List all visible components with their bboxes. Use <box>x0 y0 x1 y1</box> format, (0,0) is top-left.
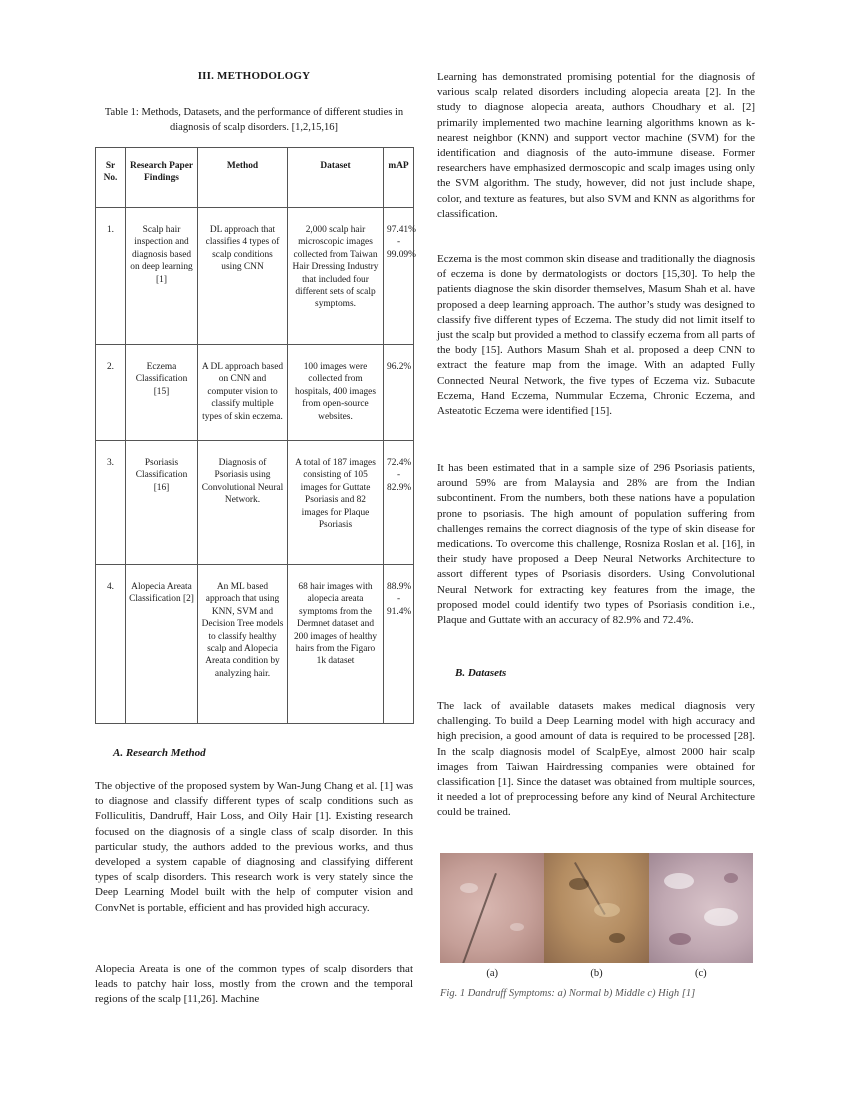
cell-map <box>384 208 414 345</box>
table-row <box>96 208 414 345</box>
cell-finding: Psoriasis Classification [16] <box>126 441 198 565</box>
methods-table <box>95 147 414 724</box>
cell-method: An ML based approach that using KNN, SVM and Decision Tree models to classify healthy scalp and Alopecia Areata condition by analyzing hair. <box>198 565 288 724</box>
dandruff-figure <box>440 853 753 963</box>
right-paragraph-4: The lack of available datasets makes medical diagnosis very challenging. To build a Deep Learning model with high accuracy and high precision, a good amount of data is required to be processed [28]. In the scalp diagnosis model of ScalpEye, almost 2000 hair scalp images from Taiwan Hairdressing companies were obtained for classification [1]. Since the dataset was obtained from multiple sources, it needed a lot of preprocessing before any kind of Neural Architecture could be trained. <box>437 700 755 819</box>
figure-label-b: (b) <box>590 968 603 979</box>
map-dash: - <box>396 237 401 248</box>
table-row <box>96 565 414 724</box>
header-dataset: Dataset <box>288 148 384 208</box>
header-sr: Sr No. <box>96 148 126 208</box>
map-value-low: 97.41% <box>387 225 416 235</box>
scalp-image-normal <box>440 853 544 963</box>
table-caption: Table 1: Methods, Datasets, and the performance of different studies in diagnosis of scalp disorders. [1,2,15,16] <box>104 107 404 133</box>
cell-finding: Alopecia Areata Classification [2] <box>126 565 198 724</box>
cell-map <box>384 345 414 441</box>
section-title: III. METHODOLOGY <box>197 70 311 82</box>
table-row <box>96 345 414 441</box>
scalp-image-high <box>649 853 753 963</box>
map-value-high: 82.9% <box>387 482 412 493</box>
figure-caption: Fig. 1 Dandruff Symptoms: a) Normal b) Middle c) High [1] <box>440 988 696 999</box>
figure-label-c: (c) <box>694 968 707 979</box>
research-method-paragraph-2: Alopecia Areata is one of the common types of scalp disorders that leads to patchy hair loss, mostly from the crown and the temporal regions of the scalp [11,26]. Machine <box>95 963 413 1006</box>
research-method-paragraph-1: The objective of the proposed system by Wan-Jung Chang et al. [1] was to diagnose and classify different types of scalp conditions such as Folliculitis, Dandruff, Hair Loss, and Oily Hair [1]. Existing research focused on the diagnosis of a single class of scalp disorder. In this particular study, the authors added to the previous works, and thus developed a system capable of diagnosing and classifying different types of scalp disorders. This research work is very stately since the Deep Learning Model built with the help of computer vision and ConvNet is portable, efficient and has provided high accuracy. <box>95 780 413 914</box>
cell-dataset: 100 images were collected from hospitals, 400 images from open-source websites. <box>288 345 384 441</box>
datasets-heading: B. Datasets <box>455 667 507 679</box>
cell-dataset: A total of 187 images consisting of 105 images for Guttate Psoriasis and 82 images for Plaque Psoriasis <box>288 441 384 565</box>
scalp-image-middle <box>544 853 648 963</box>
map-dash: - <box>396 594 401 605</box>
cell-map <box>384 565 414 724</box>
cell-method: Diagnosis of Psoriasis using Convolutional Neural Network. <box>198 441 288 565</box>
right-paragraph-3: It has been estimated that in a sample size of 296 Psoriasis patients, around 59% are from Malaysia and 28% are from the Indian subcontinent. From the numbers, both these nations have a population prone to psoriasis. The high amount of population suffering from challenges remains the correct diagnosis of the type of skin disease for medications. To overcome this challenge, Rosniza Roslan et al. [16], in their study have proposed a Deep Neural Networks Architecture to assort different types of Psoriasis disorders. Using Convolutional Neural Network for extracting key features from the image, the proposed model could identify two types of Psoriasis condition i.e., Plaque and Guttate with an accuracy of 82.9% and 72.4%. <box>437 462 755 627</box>
right-paragraph-2: Eczema is the most common skin disease and traditionally the diagnosis of eczema is done by dermatologists or doctors [15,30]. To help the patients diagnose the skin disorder themselves, Masum Shah et al. have proposed a deep learning approach. The author’s study was designed to classify five different types of Eczema. The study did not limit itself to just the scalp but provided a method to classify eczema from all parts of the body [15]. Authors Masum Shah et al. proposed a deep CNN to extract the feature map from the image. With an adapted Fully Connected Neural Network, the five types of Eczema viz. Subacute Eczema, Hand Eczema, Nummular Eczema, Chronic Eczema, and Asteatotic Eczema were identified [15]. <box>437 253 755 418</box>
figure-labels <box>440 968 753 979</box>
map-value-high: 91.4% <box>387 606 412 617</box>
cell-map <box>384 441 414 565</box>
cell-finding: Scalp hair inspection and diagnosis based on deep learning [1] <box>126 208 198 345</box>
header-map: mAP <box>384 148 414 208</box>
map-value-high: 99.09% <box>387 249 416 260</box>
cell-sr: 3. <box>96 441 126 565</box>
header-finding: Research Paper Findings <box>126 148 198 208</box>
cell-method: DL approach that classifies 4 types of scalp conditions using CNN <box>198 208 288 345</box>
map-value-low: 72.4% <box>387 458 412 468</box>
cell-dataset: 2,000 scalp hair microscopic images collected from Taiwan Hair Dressing Industry that included four different sets of scalp symptoms. <box>288 208 384 345</box>
header-method: Method <box>198 148 288 208</box>
map-dash: - <box>396 470 401 481</box>
map-value: 96.2% <box>387 362 412 372</box>
cell-method: A DL approach based on CNN and computer vision to classify multiple types of skin eczema. <box>198 345 288 441</box>
cell-sr: 4. <box>96 565 126 724</box>
table-row <box>96 441 414 565</box>
research-method-heading: A. Research Method <box>113 747 206 759</box>
cell-dataset: 68 hair images with alopecia areata symptoms from the Dermnet dataset and 200 images of healthy hairs from the Figaro 1k dataset <box>288 565 384 724</box>
right-paragraph-1: Learning has demonstrated promising potential for the diagnosis of various scalp related disorders including alopecia areata [2]. In the study to diagnose alopecia areata, authors Choudhary et al. [2] primarily implemented two machine learning algorithms known as k-nearest neighbor (KNN) and support vector machine (SVM) for the identification and diagnosis of the auto-immune disease. Former researchers have emphasized dermoscopic and scalp images using only the SVM algorithm. The study, however, did not just include shape, color, and texture as features, but also SVM and KNN as algorithms for classification. <box>437 71 755 220</box>
cell-finding: Eczema Classification [15] <box>126 345 198 441</box>
cell-sr: 2. <box>96 345 126 441</box>
table-header-row <box>96 148 414 208</box>
figure-label-a: (a) <box>486 968 498 979</box>
map-value-low: 88.9% <box>387 582 412 592</box>
cell-sr: 1. <box>96 208 126 345</box>
